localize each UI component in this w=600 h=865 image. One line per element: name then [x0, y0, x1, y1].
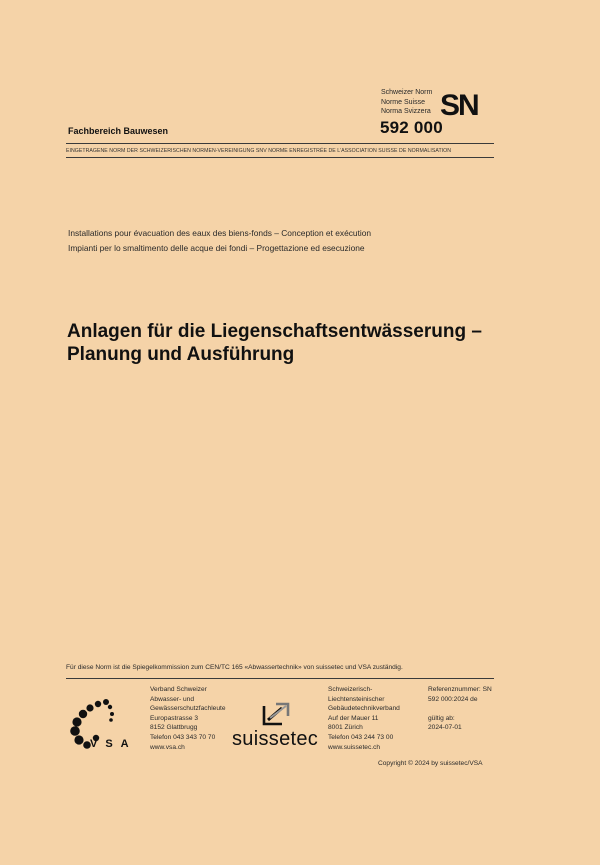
vsa-line-6: Telefon 043 343 70 70	[150, 733, 216, 741]
vsa-line-5: 8152 Glattbrugg	[150, 724, 198, 732]
suissetec-line-2: Liechtensteinischer	[328, 695, 385, 703]
vsa-line-2: Abwasser- und	[150, 695, 194, 703]
suissetec-line-1: Schweizerisch-	[328, 686, 373, 693]
page-title-line-2: Planung und Ausführung	[67, 344, 295, 365]
reference-line-5: 2024-07-01	[428, 724, 462, 732]
header-rule-bottom	[66, 157, 494, 158]
registered-norm-line: EINGETRAGENE NORM DER SCHWEIZERISCHEN NORMEN-VEREINIGUNG SNV NORME ENREGISTRÉE DE L’ASSOCIATION SUISSE DE NORMALISATION	[66, 148, 452, 154]
subtitle-fr: Installations pour évacuation des eaux des biens-fonds – Conception et exécution	[68, 228, 372, 238]
reference-line-4: gültig ab:	[428, 714, 455, 722]
vsa-line-7: www.vsa.ch	[150, 743, 185, 751]
vsa-line-1: Verband Schweizer	[150, 686, 207, 693]
suissetec-line-3: Gebäudetechnikverband	[328, 705, 400, 713]
norm-labels	[381, 88, 432, 117]
reference-block	[428, 685, 492, 733]
suissetec-line-7: www.suissetec.ch	[328, 743, 381, 751]
subtitle-it: Impianti per lo smaltimento delle acque dei fondi – Progettazione ed esecuzione	[68, 243, 365, 253]
fachbereich-label: Fachbereich Bauwesen	[68, 126, 169, 136]
reference-line-3	[428, 704, 492, 714]
suissetec-line-5: 8001 Zürich	[328, 724, 363, 732]
reference-line-2: 592 000:2024 de	[428, 695, 478, 703]
norm-label-fr: Norme Suisse	[381, 98, 425, 106]
sn-logo	[440, 90, 494, 118]
header-rule-top	[66, 143, 494, 144]
page-title-line-1: Anlagen für die Liegenschaftsentwässerung –	[67, 321, 482, 342]
vsa-line-3: Gewässerschutzfachleute	[150, 705, 226, 713]
norm-label-it: Norma Svizzera	[381, 108, 431, 115]
copyright: Copyright © 2024 by suissetec/VSA	[378, 760, 483, 767]
norm-number: 592 000	[380, 118, 443, 137]
page-title	[67, 320, 507, 366]
sn-logo-text: SN	[440, 90, 478, 118]
reference-line-1: Referenznummer: SN	[428, 686, 492, 693]
vsa-address	[150, 685, 226, 752]
vsa-line-4: Europastrasse 3	[150, 714, 199, 722]
suissetec-logo-text: suissetec	[232, 728, 319, 750]
suissetec-address	[328, 685, 400, 752]
norm-label-de: Schweizer Norm	[381, 89, 433, 96]
suissetec-line-6: Telefon 043 244 73 00	[328, 733, 394, 741]
vsa-logo-text: VSA	[90, 738, 137, 750]
footer-rule	[66, 678, 494, 679]
suissetec-line-4: Auf der Mauer 11	[328, 714, 379, 722]
mirror-committee-note: Für diese Norm ist die Spiegelkommission zum CEN/TC 165 «Abwassertechnik» von suissetec und VSA zuständig.	[66, 664, 403, 671]
